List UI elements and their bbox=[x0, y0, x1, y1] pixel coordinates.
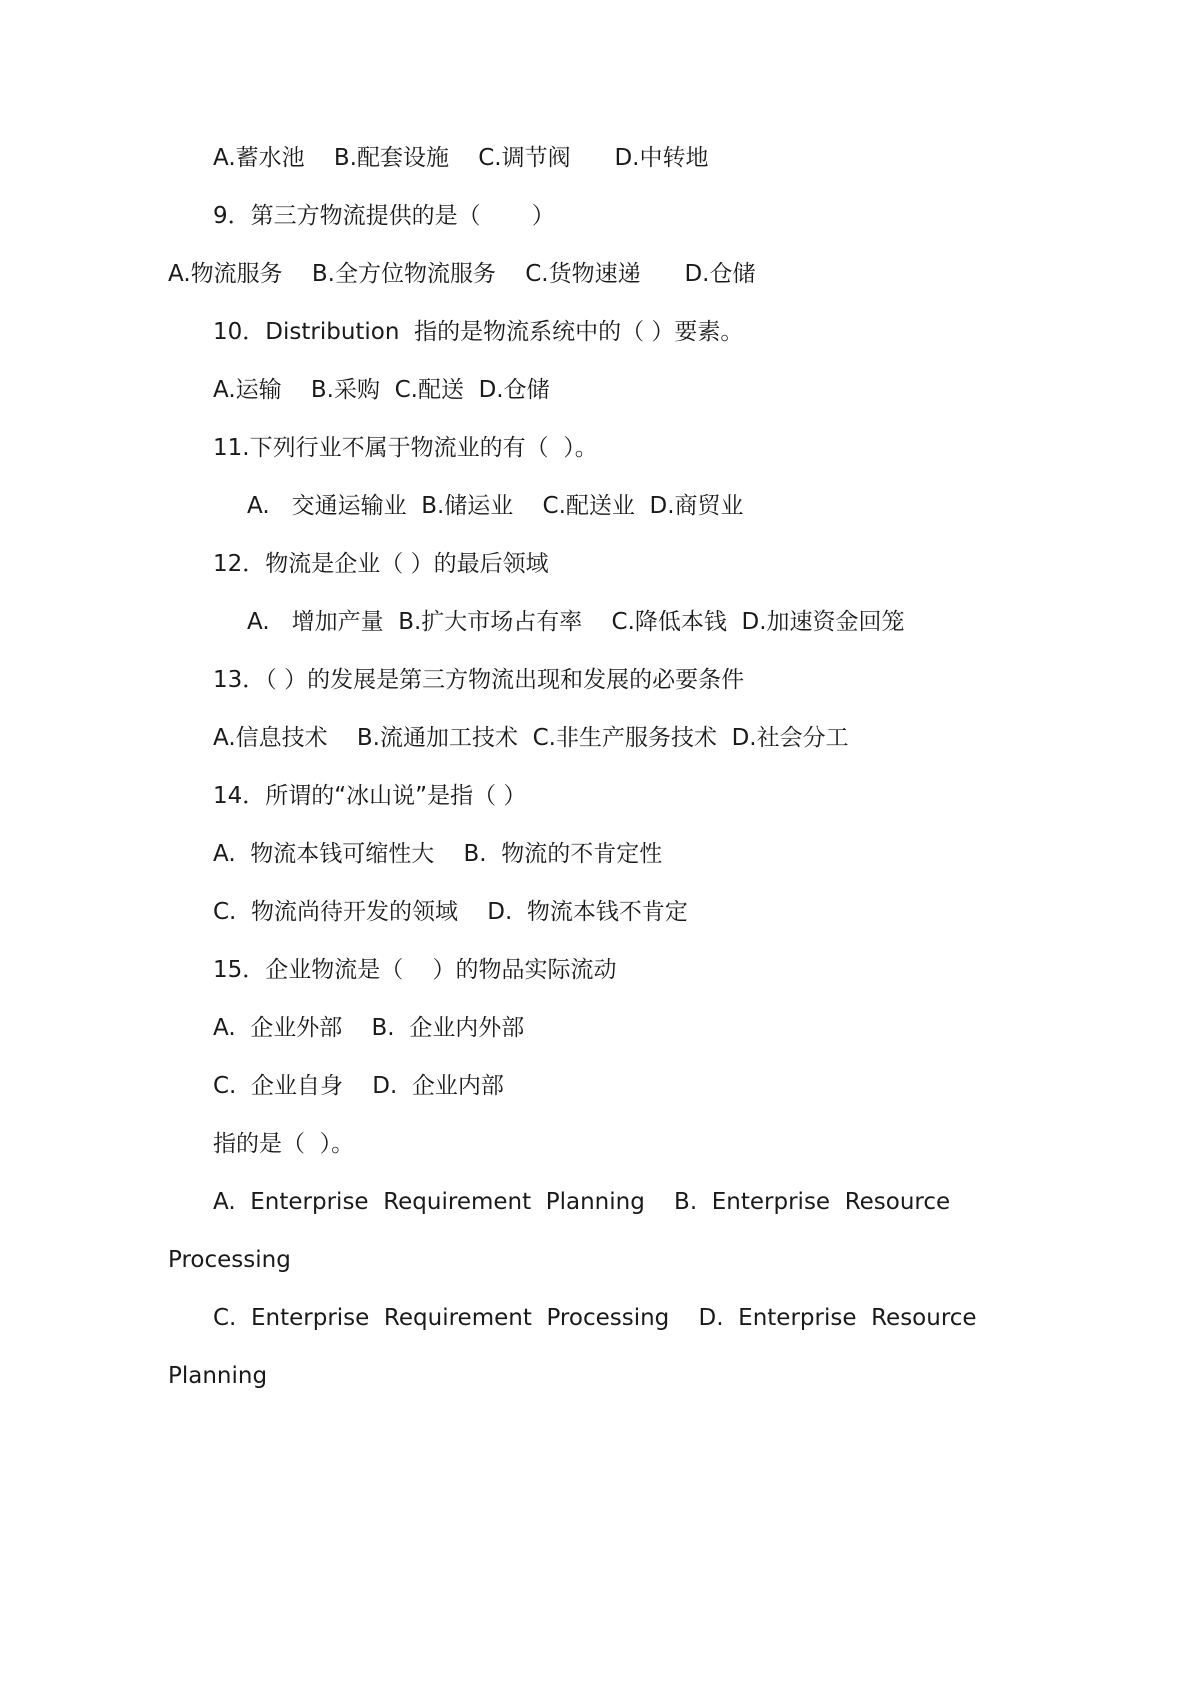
q14-options-cd: C. 物流尚待开发的领域 D. 物流本钱不肯定 bbox=[213, 899, 688, 925]
q11-stem: 11.下列行业不属于物流业的有（ ）。 bbox=[213, 435, 598, 461]
q16-options-ab-wrap: Processing bbox=[168, 1247, 291, 1273]
q16-options-cd-wrap: Planning bbox=[168, 1363, 268, 1389]
q15-options-cd: C. 企业自身 D. 企业内部 bbox=[213, 1073, 504, 1099]
q12-options: A. 增加产量 B.扩大市场占有率 C.降低本钱 D.加速资金回笼 bbox=[247, 609, 905, 635]
q16-options-ab: A. Enterprise Requirement Planning B. Enterprise Resource bbox=[213, 1189, 951, 1215]
q15-stem: 15．企业物流是（ ）的物品实际流动 bbox=[213, 957, 617, 983]
q14-options-ab: A. 物流本钱可缩性大 B. 物流的不肯定性 bbox=[213, 841, 663, 867]
q9-stem: 9．第三方物流提供的是（ ） bbox=[213, 203, 555, 229]
q13-options: A.信息技术 B.流通加工技术 C.非生产服务技术 D.社会分工 bbox=[213, 725, 849, 751]
q10-options: A.运输 B.采购 C.配送 D.仓储 bbox=[213, 377, 550, 403]
q9-options: A.物流服务 B.全方位物流服务 C.货物速递 D.仓储 bbox=[168, 261, 756, 287]
q16-options-cd: C. Enterprise Requirement Processing D. Enterprise Resource bbox=[213, 1305, 977, 1331]
q10-stem: 10．Distribution 指的是物流系统中的（ ）要素。 bbox=[213, 319, 744, 345]
q11-options: A. 交通运输业 B.储运业 C.配送业 D.商贸业 bbox=[247, 493, 744, 519]
q15-options-ab: A. 企业外部 B. 企业内外部 bbox=[213, 1015, 525, 1041]
q16-stem: 指的是（ ）。 bbox=[213, 1131, 355, 1157]
q12-stem: 12．物流是企业（ ）的最后领域 bbox=[213, 551, 549, 577]
q8-options: A.蓄水池 B.配套设施 C.调节阀 D.中转地 bbox=[213, 145, 709, 171]
q13-stem: 13．（ ）的发展是第三方物流出现和发展的必要条件 bbox=[213, 667, 745, 693]
q14-stem: 14．所谓的“冰山说”是指（ ） bbox=[213, 783, 527, 809]
